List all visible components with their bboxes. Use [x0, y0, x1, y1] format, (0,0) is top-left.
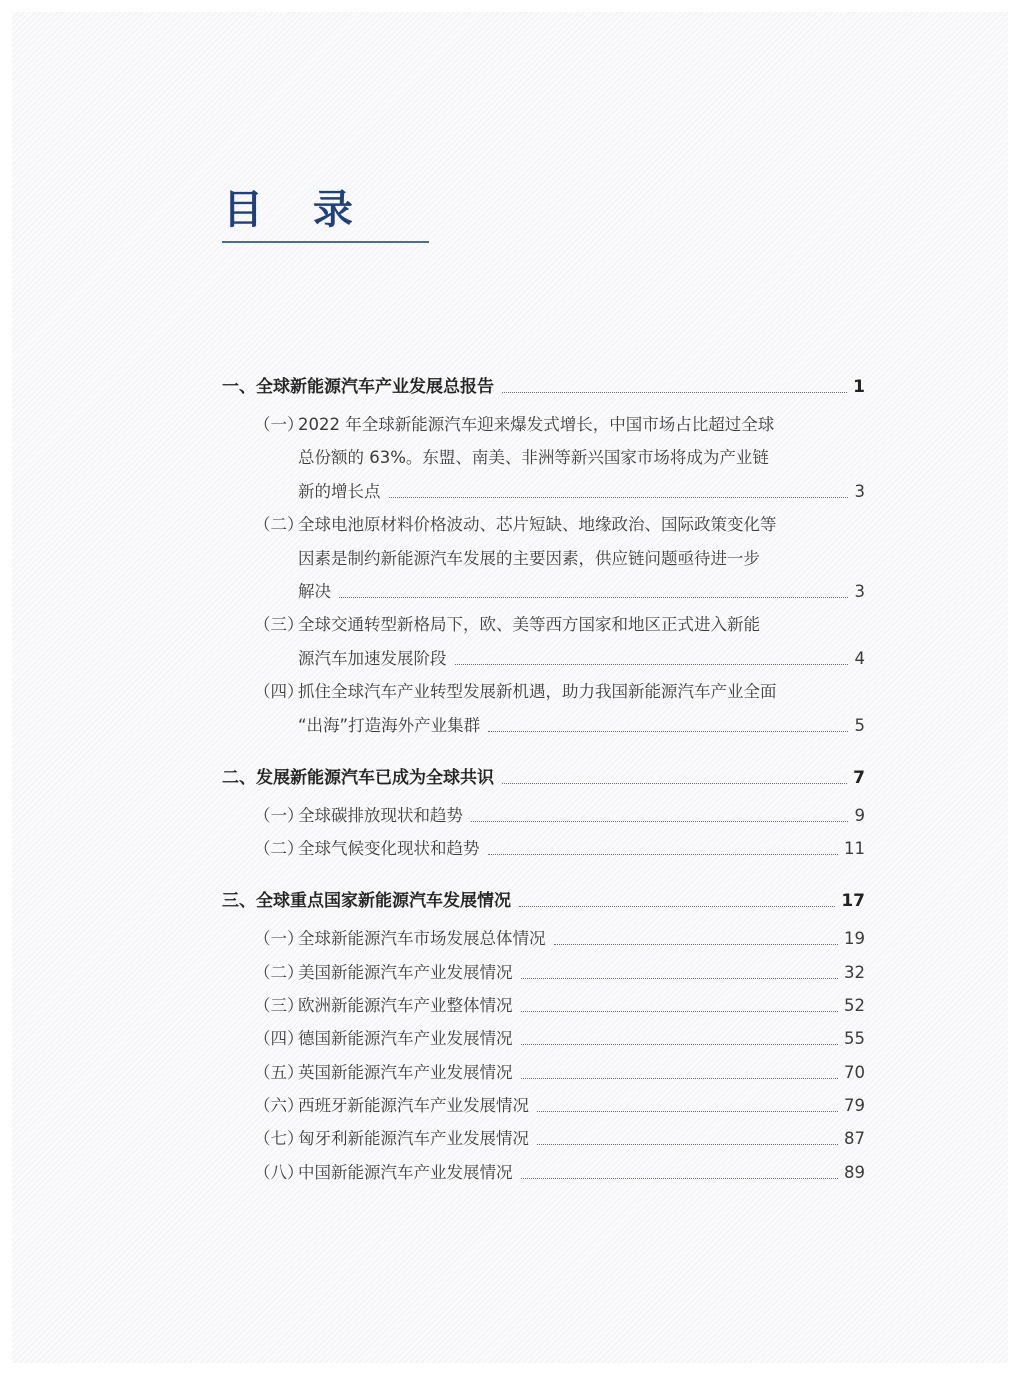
leader-dots — [537, 1144, 838, 1145]
subsection-page-number: 89 — [844, 1163, 865, 1182]
subsection-marker: （二） — [254, 963, 304, 982]
section-title: 一、全球新能源汽车产业发展总报告 — [222, 377, 494, 397]
subsection-marker: （四） — [254, 1029, 304, 1048]
subsection-page-number: 4 — [854, 648, 865, 668]
subsection-text: 全球电池原材料价格波动、芯片短缺、地缘政治、国际政策变化等 — [298, 515, 777, 535]
subsection-page-number: 11 — [844, 839, 865, 858]
leader-dots — [502, 783, 847, 784]
subsection-marker: （一） — [254, 806, 304, 825]
subsection-page-number: 19 — [844, 929, 865, 948]
leader-dots — [488, 731, 848, 732]
leader-dots — [519, 906, 835, 907]
subsection-marker: （五） — [254, 1063, 304, 1082]
subsection-marker: （二） — [254, 839, 304, 858]
subsection-text: 全球气候变化现状和趋势 — [298, 839, 480, 858]
toc-section-1[interactable] — [222, 372, 865, 402]
subsection-page-number: 5 — [854, 715, 865, 735]
section-title: 二、发展新能源汽车已成为全球共识 — [222, 768, 494, 788]
subsection-page-number: 32 — [844, 963, 865, 982]
toc-section-3[interactable] — [222, 886, 865, 916]
subsection-marker: （八） — [254, 1163, 304, 1182]
subsection-text: 全球交通转型新格局下，欧、美等西方国家和地区正式进入新能 — [298, 615, 760, 635]
subsection-marker: （六） — [254, 1096, 304, 1115]
toc-section-2[interactable] — [222, 763, 865, 793]
toc-subsection-continuation — [222, 644, 865, 674]
leader-dots — [389, 497, 848, 498]
subsection-marker: （二） — [254, 515, 304, 535]
subsection-text: 欧洲新能源汽车产业整体情况 — [298, 996, 513, 1015]
leader-dots — [339, 597, 848, 598]
toc-subsection-3-6[interactable] — [222, 1091, 865, 1121]
subsection-text: 德国新能源汽车产业发展情况 — [298, 1029, 513, 1048]
subsection-text: “出海”打造海外产业集群 — [298, 715, 481, 735]
toc-subsection-continuation — [222, 477, 865, 507]
toc-subsection-1-3[interactable] — [222, 610, 865, 640]
subsection-page-number: 3 — [854, 481, 865, 501]
subsection-text: 西班牙新能源汽车产业发展情况 — [298, 1096, 529, 1115]
leader-dots — [471, 821, 848, 822]
toc-subsection-3-7[interactable] — [222, 1124, 865, 1154]
subsection-text: 因素是制约新能源汽车发展的主要因素，供应链问题亟待进一步 — [298, 548, 760, 568]
section-page-number: 1 — [853, 377, 865, 397]
leader-dots — [537, 1111, 838, 1112]
title-underline — [222, 241, 429, 243]
leader-dots — [488, 854, 838, 855]
subsection-marker: （一） — [254, 929, 304, 948]
subsection-text: 匈牙利新能源汽车产业发展情况 — [298, 1129, 529, 1148]
toc-subsection-1-2[interactable] — [222, 510, 865, 540]
section-page-number: 17 — [841, 891, 865, 911]
subsection-text: 总份额的 63%。东盟、南美、非洲等新兴国家市场将成为产业链 — [298, 448, 769, 468]
subsection-text: 中国新能源汽车产业发展情况 — [298, 1163, 513, 1182]
subsection-marker: （三） — [254, 615, 304, 635]
subsection-text: 全球新能源汽车市场发展总体情况 — [298, 929, 546, 948]
subsection-marker: （一） — [254, 415, 304, 434]
subsection-page-number: 70 — [844, 1063, 865, 1082]
leader-dots — [502, 392, 847, 393]
toc-subsection-continuation — [222, 711, 865, 741]
subsection-marker: （三） — [254, 996, 304, 1015]
leader-dots — [521, 1078, 838, 1079]
toc-subsection-1-1[interactable] — [222, 410, 865, 440]
subsection-text: 解决 — [298, 582, 331, 601]
leader-dots — [521, 1178, 838, 1179]
section-title: 三、全球重点国家新能源汽车发展情况 — [222, 891, 511, 911]
leader-dots — [521, 1011, 838, 1012]
subsection-marker: （四） — [254, 682, 304, 702]
subsection-text: 英国新能源汽车产业发展情况 — [298, 1063, 513, 1082]
leader-dots — [521, 1044, 838, 1045]
toc-title: 目 录 — [223, 187, 371, 233]
section-page-number: 7 — [853, 768, 865, 788]
toc-subsection-3-8[interactable] — [222, 1158, 865, 1188]
toc-subsection-2-1[interactable] — [222, 801, 865, 831]
subsection-page-number: 52 — [844, 996, 865, 1015]
toc-subsection-3-1[interactable] — [222, 924, 865, 954]
subsection-text: 抓住全球汽车产业转型发展新机遇，助力我国新能源汽车产业全面 — [298, 682, 777, 702]
toc-subsection-1-4[interactable] — [222, 677, 865, 707]
toc-subsection-continuation — [222, 544, 865, 574]
leader-dots — [455, 664, 848, 665]
leader-dots — [521, 978, 838, 979]
toc-subsection-3-3[interactable] — [222, 991, 865, 1021]
subsection-text: 全球碳排放现状和趋势 — [298, 806, 463, 825]
toc-subsection-continuation — [222, 577, 865, 607]
toc-subsection-3-5[interactable] — [222, 1058, 865, 1088]
toc-subsection-2-2[interactable] — [222, 834, 865, 864]
subsection-text: 美国新能源汽车产业发展情况 — [298, 963, 513, 982]
toc-subsection-3-2[interactable] — [222, 958, 865, 988]
toc-subsection-continuation — [222, 443, 865, 473]
subsection-page-number: 3 — [854, 582, 865, 601]
toc-subsection-3-4[interactable] — [222, 1024, 865, 1054]
subsection-page-number: 79 — [844, 1096, 865, 1115]
subsection-page-number: 9 — [854, 806, 865, 825]
subsection-text: 新的增长点 — [298, 481, 381, 501]
subsection-page-number: 87 — [844, 1129, 865, 1148]
subsection-text: 2022 年全球新能源汽车迎来爆发式增长，中国市场占比超过全球 — [298, 415, 775, 434]
leader-dots — [554, 944, 838, 945]
subsection-page-number: 55 — [844, 1029, 865, 1048]
subsection-text: 源汽车加速发展阶段 — [298, 648, 447, 668]
subsection-marker: （七） — [254, 1129, 304, 1148]
